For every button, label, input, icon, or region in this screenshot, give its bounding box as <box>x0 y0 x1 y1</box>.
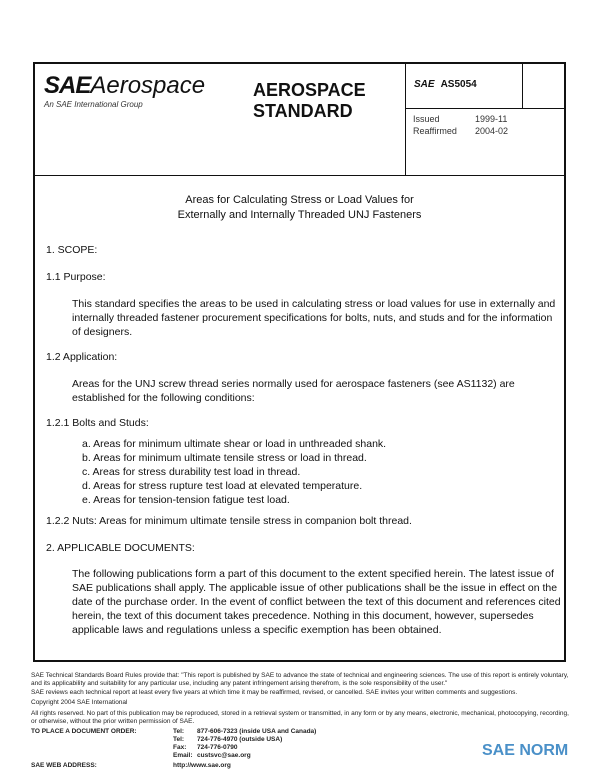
contact-row <box>173 744 316 752</box>
contact-row <box>173 736 316 744</box>
contact-link[interactable]: custsvc@sae.org <box>197 752 251 759</box>
section-heading: 1.2.2 Nuts: Areas for minimum ultimate tensile stress in companion bolt thread. <box>46 515 412 527</box>
contact-label: Fax: <box>173 744 187 751</box>
sae-mark: SAE <box>414 79 435 90</box>
list-item: c. Areas for stress durability test load in thread. <box>82 466 301 478</box>
document-number <box>414 79 477 90</box>
reaffirmed-label: Reaffirmed <box>413 126 457 136</box>
reaffirmed-date: 2004-02 <box>475 126 509 136</box>
sae-aerospace-logo <box>44 72 205 100</box>
section-heading: 2. APPLICABLE DOCUMENTS: <box>46 542 195 554</box>
paragraph: Areas for the UNJ screw thread series normally used for aerospace fasteners (see AS1132) are established for the following conditions: <box>72 378 515 404</box>
standard-line: STANDARD <box>253 101 353 121</box>
document-title <box>33 193 566 223</box>
contact-label: Email: <box>173 752 193 759</box>
issued-label: Issued <box>413 114 440 124</box>
paragraph: This standard specifies the areas to be used in calculating stress or load values for use in externally and internally threaded fastener procurement specifications for bolts, nuts, and studs and for the information of designers. <box>72 298 556 338</box>
web-label: SAE WEB ADDRESS: <box>31 762 97 769</box>
contact-value: 724-776-0790 <box>197 744 238 751</box>
contact-value: 724-776-4970 (outside USA) <box>197 736 283 743</box>
logo-subtitle: An SAE International Group <box>44 100 143 109</box>
logo-sae: SAE <box>44 72 91 99</box>
list-item: e. Areas for tension-tension fatigue test load. <box>82 494 290 506</box>
divider <box>405 62 406 176</box>
contact-label: Tel: <box>173 736 185 743</box>
section-heading: 1.1 Purpose: <box>46 271 106 283</box>
standard-type <box>253 80 366 122</box>
section-heading: 1. SCOPE: <box>46 244 98 256</box>
contact-list <box>173 728 316 760</box>
doc-number: AS5054 <box>440 79 477 90</box>
contact-row <box>173 728 316 736</box>
board-rules: SAE Technical Standards Board Rules provide that: "This report is published by SAE to advance the state of technical and engineering sciences. The use of this report is entirely voluntary, and its applicability and suitability for any particular use, including any patent infringement arising therefrom, is the sole responsibility of the user." <box>31 672 569 687</box>
reaffirmed-row <box>413 126 508 136</box>
contact-label: Tel: <box>173 728 185 735</box>
title-line: Externally and Internally Threaded UNJ Fasteners <box>177 209 422 221</box>
contact-value: 877-606-7323 (inside USA and Canada) <box>197 728 317 735</box>
divider <box>405 108 566 109</box>
list-item: a. Areas for minimum ultimate shear or load in unthreaded shank. <box>82 438 387 450</box>
paragraph: The following publications form a part of this document to the extent specified herein. The latest issue of SAE publications shall apply. The applicable issue of other publications shall be the issue in effect on the date of the purchase order. In the event of conflict between the text of this document and references cited herein, the text of this document takes precedence. Nothing in this document, however, supersedes applicable laws and regulations unless a specific exemption has been obtained. <box>72 568 561 636</box>
review-note: SAE reviews each technical report at least every five years at which time it may be reaffirmed, revised, or cancelled. SAE invites your written comments and suggestions. <box>31 689 518 696</box>
divider <box>522 62 523 108</box>
sae-norm-logo: SAE NORM <box>482 742 569 759</box>
order-label: TO PLACE A DOCUMENT ORDER: <box>31 728 137 735</box>
list-item: d. Areas for stress rupture test load at elevated temperature. <box>82 480 363 492</box>
section-heading: 1.2.1 Bolts and Studs: <box>46 417 149 429</box>
issued-row <box>413 114 507 124</box>
title-line: Areas for Calculating Stress or Load Values for <box>185 194 414 206</box>
web-link[interactable]: http://www.sae.org <box>173 762 231 769</box>
section-heading: 1.2 Application: <box>46 351 118 363</box>
condition-list <box>82 437 386 507</box>
copyright: Copyright 2004 SAE International <box>31 699 128 706</box>
contact-row <box>173 752 316 760</box>
rights-note: All rights reserved. No part of this publication may be reproduced, stored in a retrieval system or transmitted, in any form or by any means, electronic, mechanical, photocopying, recording, or otherwise, without the prior written permission of SAE. <box>31 710 569 725</box>
list-item: b. Areas for minimum ultimate tensile stress or load in thread. <box>82 452 367 464</box>
logo-aerospace: Aerospace <box>90 72 206 99</box>
issued-date: 1999-11 <box>475 114 508 124</box>
standard-line: AEROSPACE <box>253 80 366 100</box>
